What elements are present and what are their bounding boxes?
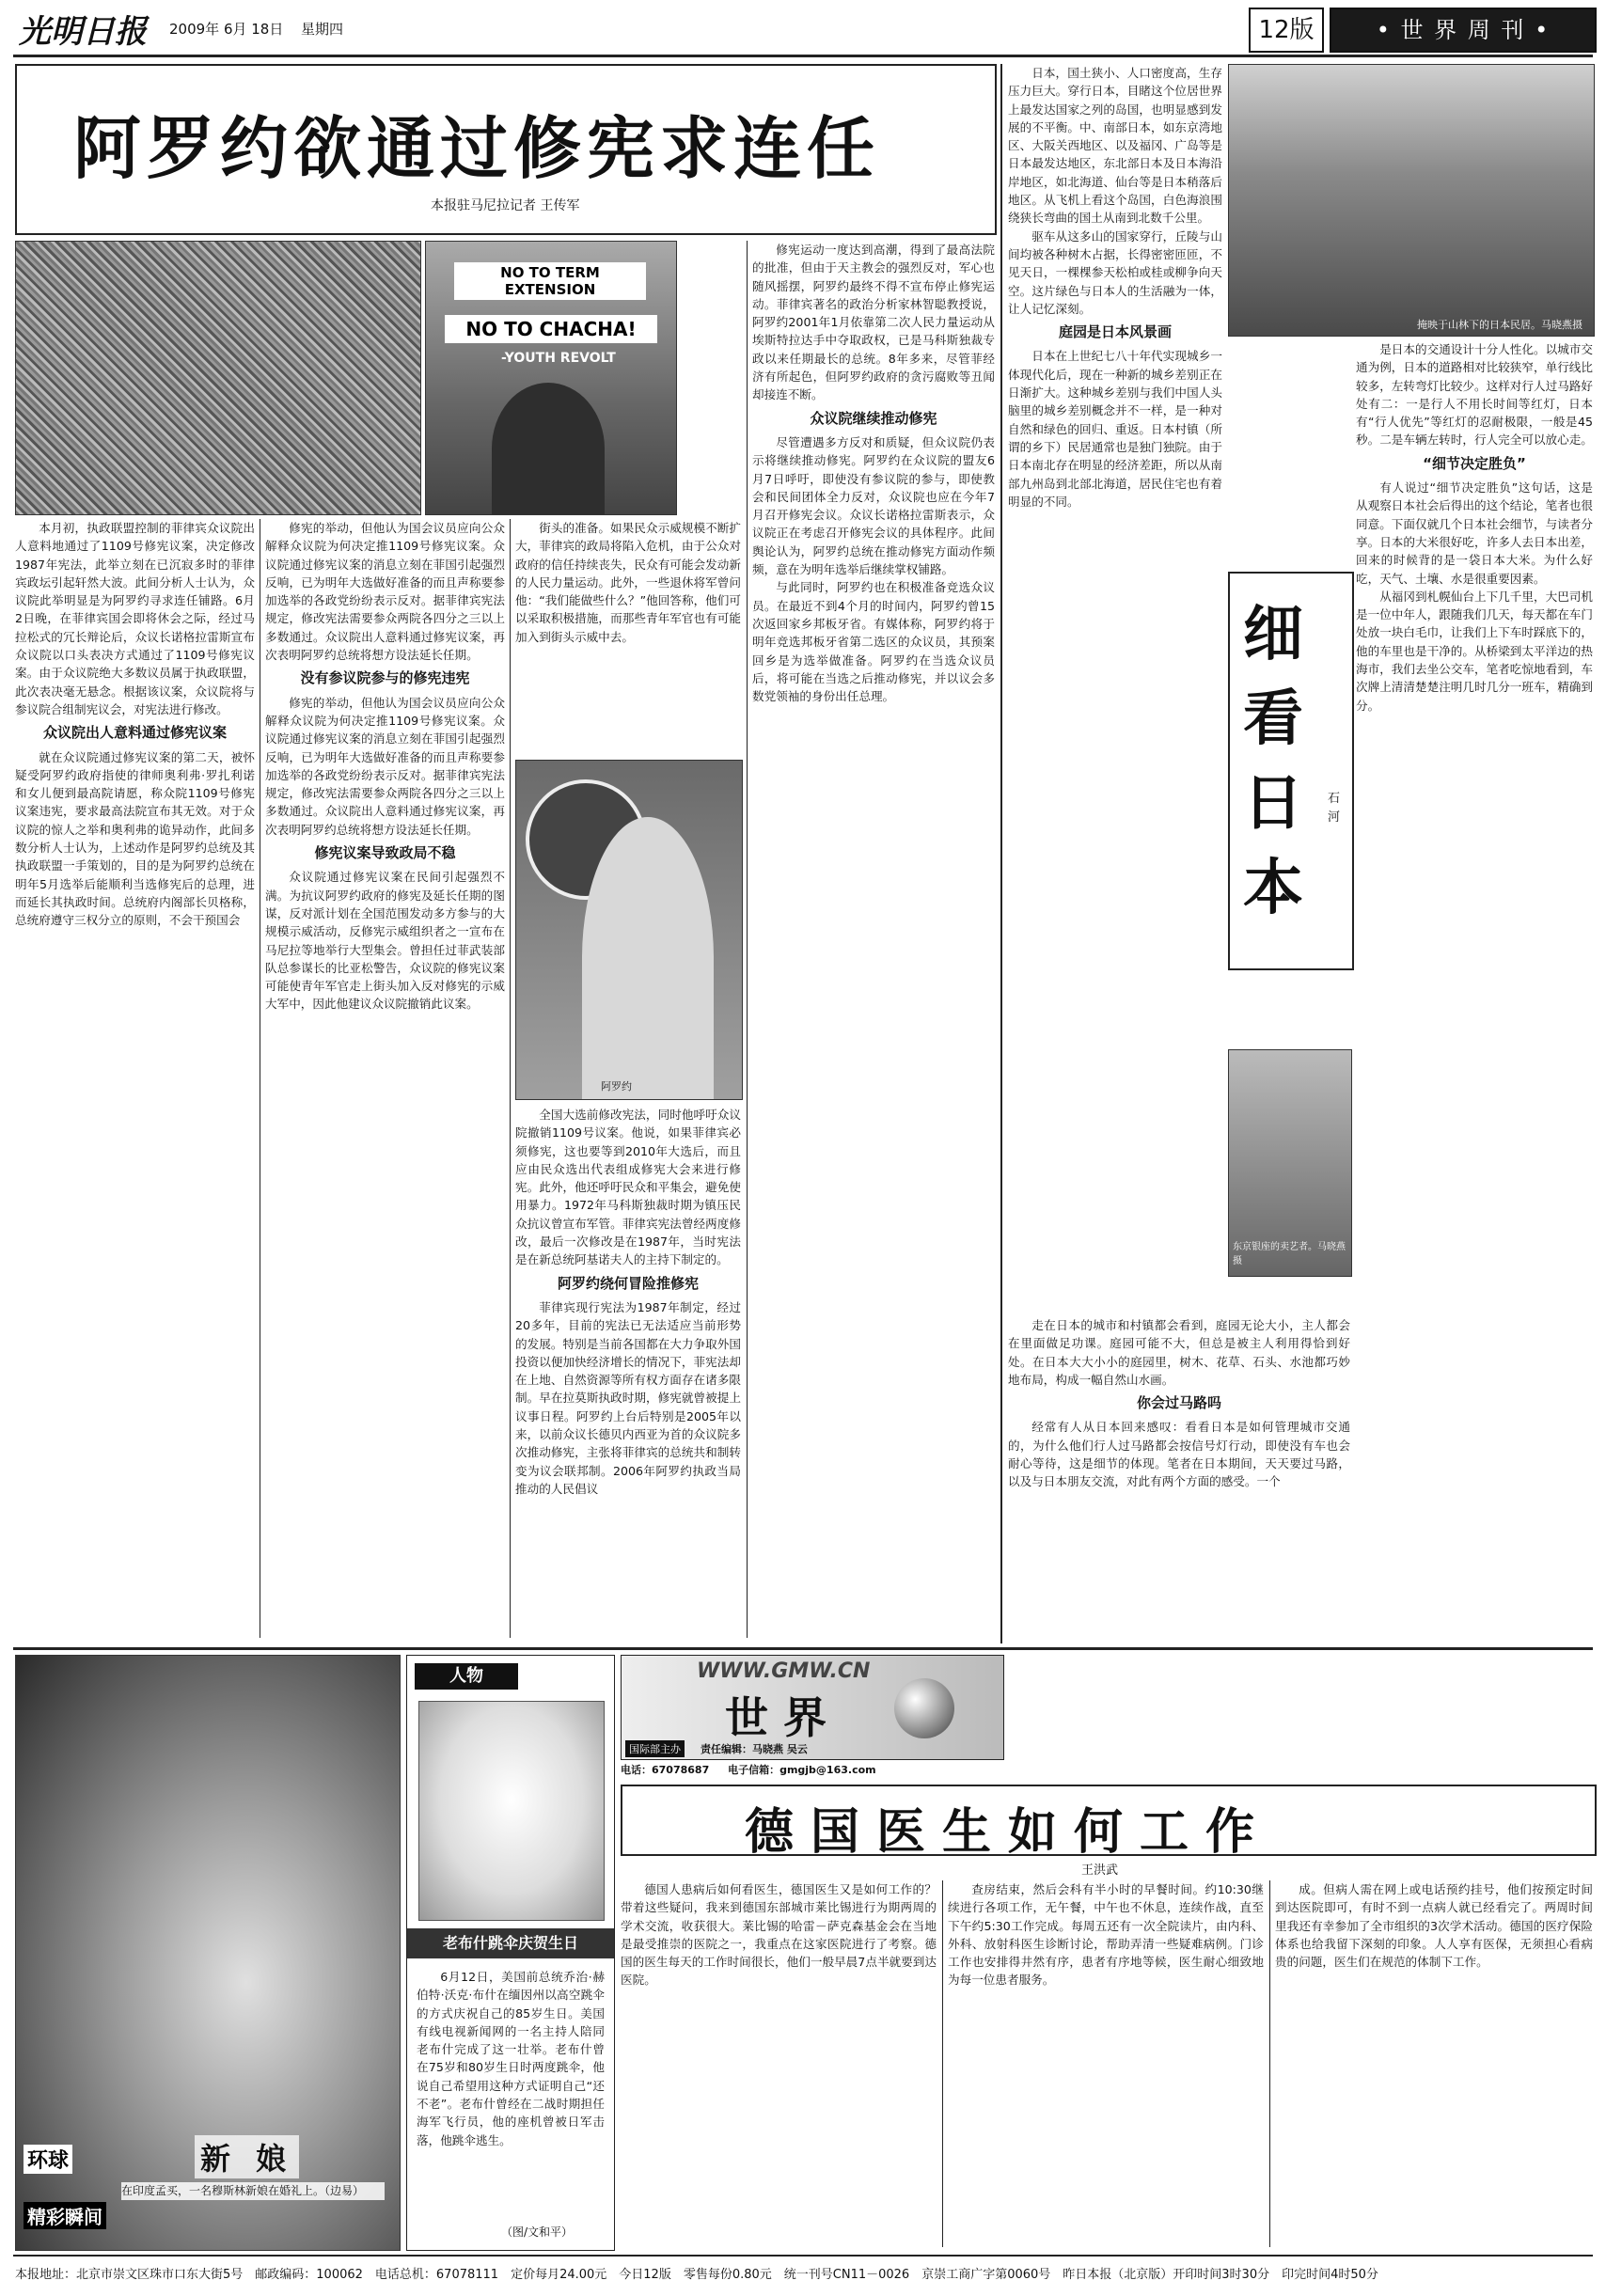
lead-subhead-2: 没有参议院参与的修宪违宪 xyxy=(300,669,470,687)
world-banner xyxy=(621,1655,1004,1760)
japanese-house-caption: 掩映于山林下的日本民居。马晓燕摄 xyxy=(1417,319,1582,331)
phone-label: 电话： xyxy=(621,1764,652,1776)
arroyo-caption: 阿罗约 xyxy=(601,1080,632,1093)
germany-para-3: 成。但病人需在网上或电话预约挂号，他们按预定时间到达医院即可，有时不到一点病人就已经看完了。两周时间里我还有幸参加了全市组织的3次学术活动。德国的医疗保险体系也给我留下深刻的印象。人人享有医保，无须担心看病贵的问题，医生们在规范的体制下工作。 xyxy=(1275,1882,1593,1970)
arroyo-figure xyxy=(582,817,714,1099)
lead-para-1: 本月初，执政联盟控制的菲律宾众议院出人意料地通过了1109号修宪议案，决定修改1987年宪法，此举立刻在已沉寂多时的菲律宾政坛引起轩然大波。此间分析人士认为，众议院此举明显是为阿罗约寻求连任铺路。6月2日晚，在菲律宾国会即将休会之际，经过马拉松式的冗长辩论后，众议长诺格拉雷斯宣布众议院以口头表决方式通过了1109号修宪议案。由于众议院绝大多数议员属于执政联盟，此次表决毫无悬念。根据该议案，众议院将与参议院合组制宪议会，对宪法进行修改。 xyxy=(15,521,255,716)
bride-title: 新 娘 xyxy=(195,2135,299,2178)
japan-col-b xyxy=(1356,340,1593,1647)
lead-col-3-bottom xyxy=(515,1106,741,1643)
issue-weekday: 星期四 xyxy=(301,21,344,38)
japan-subhead-1: 庭园是日本风景画 xyxy=(1058,323,1172,341)
germany-para-1: 德国人患病后如何看医生，德国医生又是如何工作的？带着这些疑问，我来到德国东部城市莱比锡进行为期两周的学术交流，收获很大。莱比锡的哈雷－萨克森基金会在当地是最受推崇的医院之一，我重点在这家医院进行了考察。德国的医生每天的工作时间很长，他们一般早晨7点半就要到达医院。 xyxy=(621,1882,937,1988)
protest-crowd-photo xyxy=(15,241,421,515)
japan-para-a1: 日本，国土狭小、人口密度高，生存压力巨大。穿行日本，目睹这个位居世界上最发达国家之列的岛国，也明显感到发展的不平衡。中、南部日本，如东京湾地区、大阪关西地区、以及福冈、广岛等是日本最发达地区，东北部日本及日本海沿岸地区，如北海道、仙台等是日本稍落后地区。从飞机上看这个岛国，白色海浪围绕狭长弯曲的国土从南到北数千公里。 xyxy=(1008,66,1222,226)
germany-headline-box xyxy=(621,1785,1597,1861)
footer-info: 本报地址：北京市崇文区珠市口东大街5号 邮政编码：100062 电话总机：67078111 定价每月24.00元 今日12版 零售每份0.80元 统一刊号CN11－0026 京崇工商广字第0060号 昨日本报（北京版）开印时间3时30分 印完时间4时50分 xyxy=(15,2268,1378,2282)
dept-label: 国际部主办 xyxy=(625,1740,685,1757)
bride-photo xyxy=(15,1655,401,2251)
lead-para-3: 街头的准备。如果民众示威规模不断扩大，菲律宾的政局将陷入危机，由于公众对政府的信任持续丧失，民众有可能会发动新的人民力量运动。此外，一些退休将军曾问他：“我们能做些什么？”他回答称，他们可以采取积极措施，而那些青年军官也有可能加入到街头示威中去。 xyxy=(515,521,741,644)
moments-logo-line2: 精彩瞬间 xyxy=(24,2202,106,2229)
japan-para-c2: 经常有人从日本回来感叹：看看日本是如何管理城市交通的，为什么他们行人过马路都会按信号灯行动，即使没有车也会耐心等待，这是细节的体现。笔者在日本期间，天天要过马路，以及与日本朋友交流，对此有两个方面的感受。一个 xyxy=(1008,1420,1350,1489)
masthead xyxy=(0,0,1606,56)
person-headline: 老布什跳伞庆贺生日 xyxy=(407,1928,614,1958)
germany-para-2: 查房结束，然后会科有半小时的早餐时间。约10:30继续进行各项工作，无午餐，中午也不休息，连续作战，直至下午约5:30工作完成。每周五还有一次全院读片，由内科、外科、放射科医生诊断讨论，帮助弄清一些疑难病例。门诊工作也安排得井然有序，患者有序地等候，医生耐心细致地为每一位患者服务。 xyxy=(948,1882,1264,1988)
person-text: 6月12日，美国前总统乔治·赫伯特·沃克·布什在缅因州以高空跳伞的方式庆祝自己的85岁生日。美国有线电视新闻网的一名主持人陪同老布什完成了这一壮举。老布什曾在75岁和80岁生日时两度跳伞，他说自己希望用这种方式证明自己“还不老”。老布什曾经在二战时期担任海军飞行员，他的座机曾被日军击落，他跳伞逃生。 xyxy=(417,1970,605,2147)
person-body xyxy=(417,1968,605,2222)
lead-subhead-3: 修宪议案导致政局不稳 xyxy=(314,844,456,862)
email-address[interactable]: gmgjb@163.com xyxy=(779,1764,876,1776)
lead-subhead-1: 众议院出人意料通过修宪议案 xyxy=(42,724,227,742)
germany-author: 王洪武 xyxy=(1081,1864,1119,1878)
lead-para-3c: 菲律宾现行宪法为1987年制定，经过20多年，目前的宪法已无法适应当前形势的发展。特别是当前各国都在大力争取外国投资以便加快经济增长的情况下，菲宪法却在上地、自然资源等所有权方面存在诸多限制。早在拉莫斯执政时期，修宪就曾被提上议事日程。阿罗约上台后特别是2005年以来，以前众议长德贝内西亚为首的众议院多次推动修宪，主张将菲律宾的总统共和制转变为议会联邦制。2006年阿罗约执政当局推动的人民倡议 xyxy=(515,1299,741,1496)
japan-para-b3: 从福冈到札幌仙台上下几千里，大巴司机是一位中年人，跟随我们几天，每天都在车门处放一块白毛巾，让我们上下车时踩底下的，他的车里也是干净的。从桥梁到太平洋边的热海市，我们去坐公交车，笔者吃惊地看到，车次牌上清清楚楚注明几时几分一班车，精确到分。 xyxy=(1356,589,1593,713)
lead-col-4 xyxy=(752,241,995,1643)
world-section-title: 世 界 xyxy=(725,1692,827,1743)
issue-date: 2009年 6月 18日 xyxy=(169,21,284,38)
lead-para-4b: 尽管遭遇多方反对和质疑，但众议院仍表示将继续推动修宪。阿罗约在众议院的盟友6月7日呼吁，即使没有参议院的参与，即使教会和民间团体全力反对，众议院也应在今年7月召开修宪会议。众议长诺格拉雷斯表示，众议院正在考虑召开修宪会议的具体程序。此间舆论认为，阿罗约总统在推动修宪方面动作频频，意在为明年选举后继续掌权铺路。 xyxy=(752,434,995,577)
germany-col-2 xyxy=(948,1880,1264,2249)
germany-col-3 xyxy=(1275,1880,1593,2249)
japan-subhead-2: “细节决定胜负” xyxy=(1423,454,1526,472)
japan-title: 细看日本 xyxy=(1243,599,1303,923)
ginza-performer-photo xyxy=(1228,1049,1352,1277)
arroyo-portrait-photo xyxy=(515,760,743,1100)
phone-number: 67078687 xyxy=(652,1764,710,1776)
bush-sketch xyxy=(418,1701,605,1921)
lead-para-2b: 众议院通过修宪议案在民间引起强烈不满。为抗议阿罗约政府的修宪及延长任期的图谋，反对派计划在全国范围发动多方参与的大规模示威活动，反修宪示威组织者之一宣布在马尼拉等地举行大型集会。曾担任过菲武装部队总参谋长的比亚松警告，众议院的修宪议案可能使青年军官走上街头加入反对修宪的示威大军中，因此他建议众议院撤销此议案。 xyxy=(265,870,505,1012)
lead-para-3b: 全国大选前修改宪法，同时他呼吁众议院撤销1109号议案。他说，如果菲律宾必须修宪，这也要等到2010年大选后，而且应由民众选出代表组成修宪大会来进行修宪。此外，他还呼吁民众和平集会，避免使用暴力。1972年马科斯独裁时期为镇压民众抗议曾宣布军管。菲律宾宪法曾经两度修改，最后一次修改是在1987年，当时宪法是在新总统阿基诺夫人的主持下制定的。 xyxy=(515,1108,741,1267)
sign-text-3: -YOUTH REVOLT xyxy=(501,351,616,366)
lead-col-2 xyxy=(265,519,505,1643)
japan-col-c xyxy=(1008,1316,1350,1645)
moments-logo xyxy=(24,2145,114,2239)
section-banner xyxy=(1330,8,1597,53)
lead-headline: 阿罗约欲通过修宪求连任 xyxy=(73,109,881,188)
page-number-box xyxy=(1249,8,1324,53)
protest-sign-photo xyxy=(425,241,677,515)
japan-para-b2: 有人说过“细节决定胜负”这句话，这是从观察日本社会后得出的这个结论，笔者也很同意。下面仅就几个日本社会细节，与读者分享。日本的大米很好吃，许多人去日本出差，回来的时候背的是一袋日本大米。为什么好吃，天气、土壤、水是很重要因素。 xyxy=(1356,480,1593,586)
ginza-caption: 东京银座的卖艺者。马晓燕摄 xyxy=(1233,1242,1346,1266)
lead-headline-box xyxy=(15,64,997,235)
germany-headline: 德国医生如何工作 xyxy=(745,1803,1272,1861)
newspaper-logo: 光明日报 xyxy=(19,13,147,51)
germany-col-1 xyxy=(621,1880,937,2249)
japan-subhead-3: 你会过马路吗 xyxy=(1136,1394,1221,1412)
sign-text-1: NO TO TERM EXTENSION xyxy=(454,262,646,300)
lead-para-1b: 就在众议院通过修宪议案的第二天，被怀疑受阿罗约政府指使的律师奥利弗·罗扎利诺和女儿便到最高院请愿，称众院1109号修宪议案违宪，要求最高法院宣布其无效。对于众议院的惊人之举和奥利弗的诡异动作，此间多数分析人士认为，上述动作是阿罗约总统及其执政联盟一手策划的，目的是为阿罗约总统在明年5月选举后能顺利当选修宪后的总理，进而延长其执政时间。总统府内阁部长贝格称，总统府遵守三权分立的原则，不会干预国会 xyxy=(15,749,255,928)
sign-text-2: NO TO CHACHA! xyxy=(445,315,657,343)
lead-subhead-5: 众议院继续推动修宪 xyxy=(810,409,937,427)
lead-col-3-top xyxy=(515,519,741,754)
lead-para-4c: 与此同时，阿罗约也在积极准备竞选众议员。在最近不到4个月的时间内，阿罗约曾15次返回家乡邦板牙省。有媒体称，阿罗约将于明年竞选邦板牙省第二选区的众议员，其预案回乡是为选举做准备。阿罗约在当选众议员后，将可能在当选之后推动修宪，并以议会多数党领袖的身份出任总理。 xyxy=(752,580,995,704)
japan-title-box xyxy=(1228,572,1354,970)
lead-byline: 本报驻马尼拉记者 王传军 xyxy=(431,198,580,213)
japan-para-a2: 驱车从这多山的国家穿行，丘陵与山间均被各种树木占据，长得密密匝匝，不见天日，一棵棵参天松柏或桂或柳争向天空。这片绿色与日本人的生活融为一体，让人记忆深刻。 xyxy=(1008,228,1222,316)
person-box xyxy=(406,1655,615,2251)
section-name: • 世 界 周 刊 • xyxy=(1376,17,1551,43)
website-url[interactable]: WWW.GMW.CN xyxy=(697,1659,871,1683)
japan-para-b1: 是日本的交通设计十分人性化。以城市交通为例，日本的道路相对比较狭窄，单行线比较多，左转弯灯比较少。这样对行人过马路好处有二：一是行人不用长时间等红灯，日本有“行人优先”等红灯的忍耐极限，一般是45秒。二是车辆左转时，行人完全可以放心走。 xyxy=(1356,342,1593,448)
lead-para-2: 修宪的举动，但他认为国会议员应向公众解释众议院为何决定推1109号修宪议案。众议院通过修宪议案的消息立刻在菲国引起强烈反响，已为明年大选做好准备的而且声称要参加选举的各政党纷纷表示反对。据菲律宾宪法规定，修改宪法需要参众两院各四分之三以上多数通过。众议院出人意料通过修宪议案，再次表明阿罗约总统将想方设法延长任期。 xyxy=(265,521,505,663)
page-number: 12版 xyxy=(1258,16,1315,44)
globe-icon xyxy=(894,1678,954,1738)
contact-line xyxy=(621,1762,1002,1779)
japanese-house-photo xyxy=(1228,64,1595,337)
editors: 责任编辑：马晓燕 吴云 xyxy=(701,1743,808,1755)
lead-para-4: 修宪运动一度达到高潮，得到了最高法院的批准，但由于天主教会的强烈反对，军心也随风摇摆，阿罗约最终不得不宣布停止修宪运动。菲律宾著名的政治分析家林智聪教授说，阿罗约2001年1月依靠第二次人民力量运动从埃斯特拉达手中夺取政权，已是马科斯独裁专政以来任期最长的总统。8年多来，尽管菲经济有所起色，但阿罗约政府的贪污腐败等丑闻却接连不断。 xyxy=(752,243,995,402)
moments-logo-line1: 环球 xyxy=(24,2145,72,2174)
protester-figure xyxy=(492,383,605,514)
japan-author: 石河 xyxy=(1328,792,1341,825)
email-label: 电子信箱： xyxy=(728,1764,780,1776)
japan-para-c1: 走在日本的城市和村镇都会看到，庭园无论大小，主人都会在里面做足功课。庭园可能不大，但总是被主人利用得恰到好处。在日本大大小小的庭园里，树木、花草、石头、水池都巧妙地布局，构成一幅自然山水画。 xyxy=(1008,1318,1350,1387)
lead-para-2a: 修宪的举动，但他认为国会议员应向公众解释众议院为何决定推1109号修宪议案。众议院通过修宪议案的消息立刻在菲国引起强烈反响，已为明年大选做好准备的而且声称要参加选举的各政党纷纷表示反对。据菲律宾宪法规定，修改宪法需要参众两院各四分之三以上多数通过。众议院出人意料通过修宪议案，再次表明阿罗约总统将想方设法延长任期。 xyxy=(265,695,505,837)
person-tag: 人物 xyxy=(415,1663,518,1690)
bride-caption: 在印度孟买，一名穆斯林新娘在婚礼上。（边易） xyxy=(121,2182,385,2200)
japan-para-a3: 日本在上世纪七八十年代实现城乡一体现代化后，现在一种新的城乡差别正在日渐扩大。这种城乡差别与我们中国人头脑里的城乡差别概念并不一样，是一种对自然和绿色的回归、重返。日本村镇（所谓的乡下）民居通常也是独门独院。由于日本南北存在明显的经济差距，所以从南部九州岛到北部北海道，居民住宅也有着明显的不同。 xyxy=(1008,349,1222,509)
lead-col-1 xyxy=(15,519,255,1643)
person-credit: （图/文和平） xyxy=(501,2225,574,2239)
lead-subhead-4: 阿罗约绕何冒险推修宪 xyxy=(557,1274,699,1292)
